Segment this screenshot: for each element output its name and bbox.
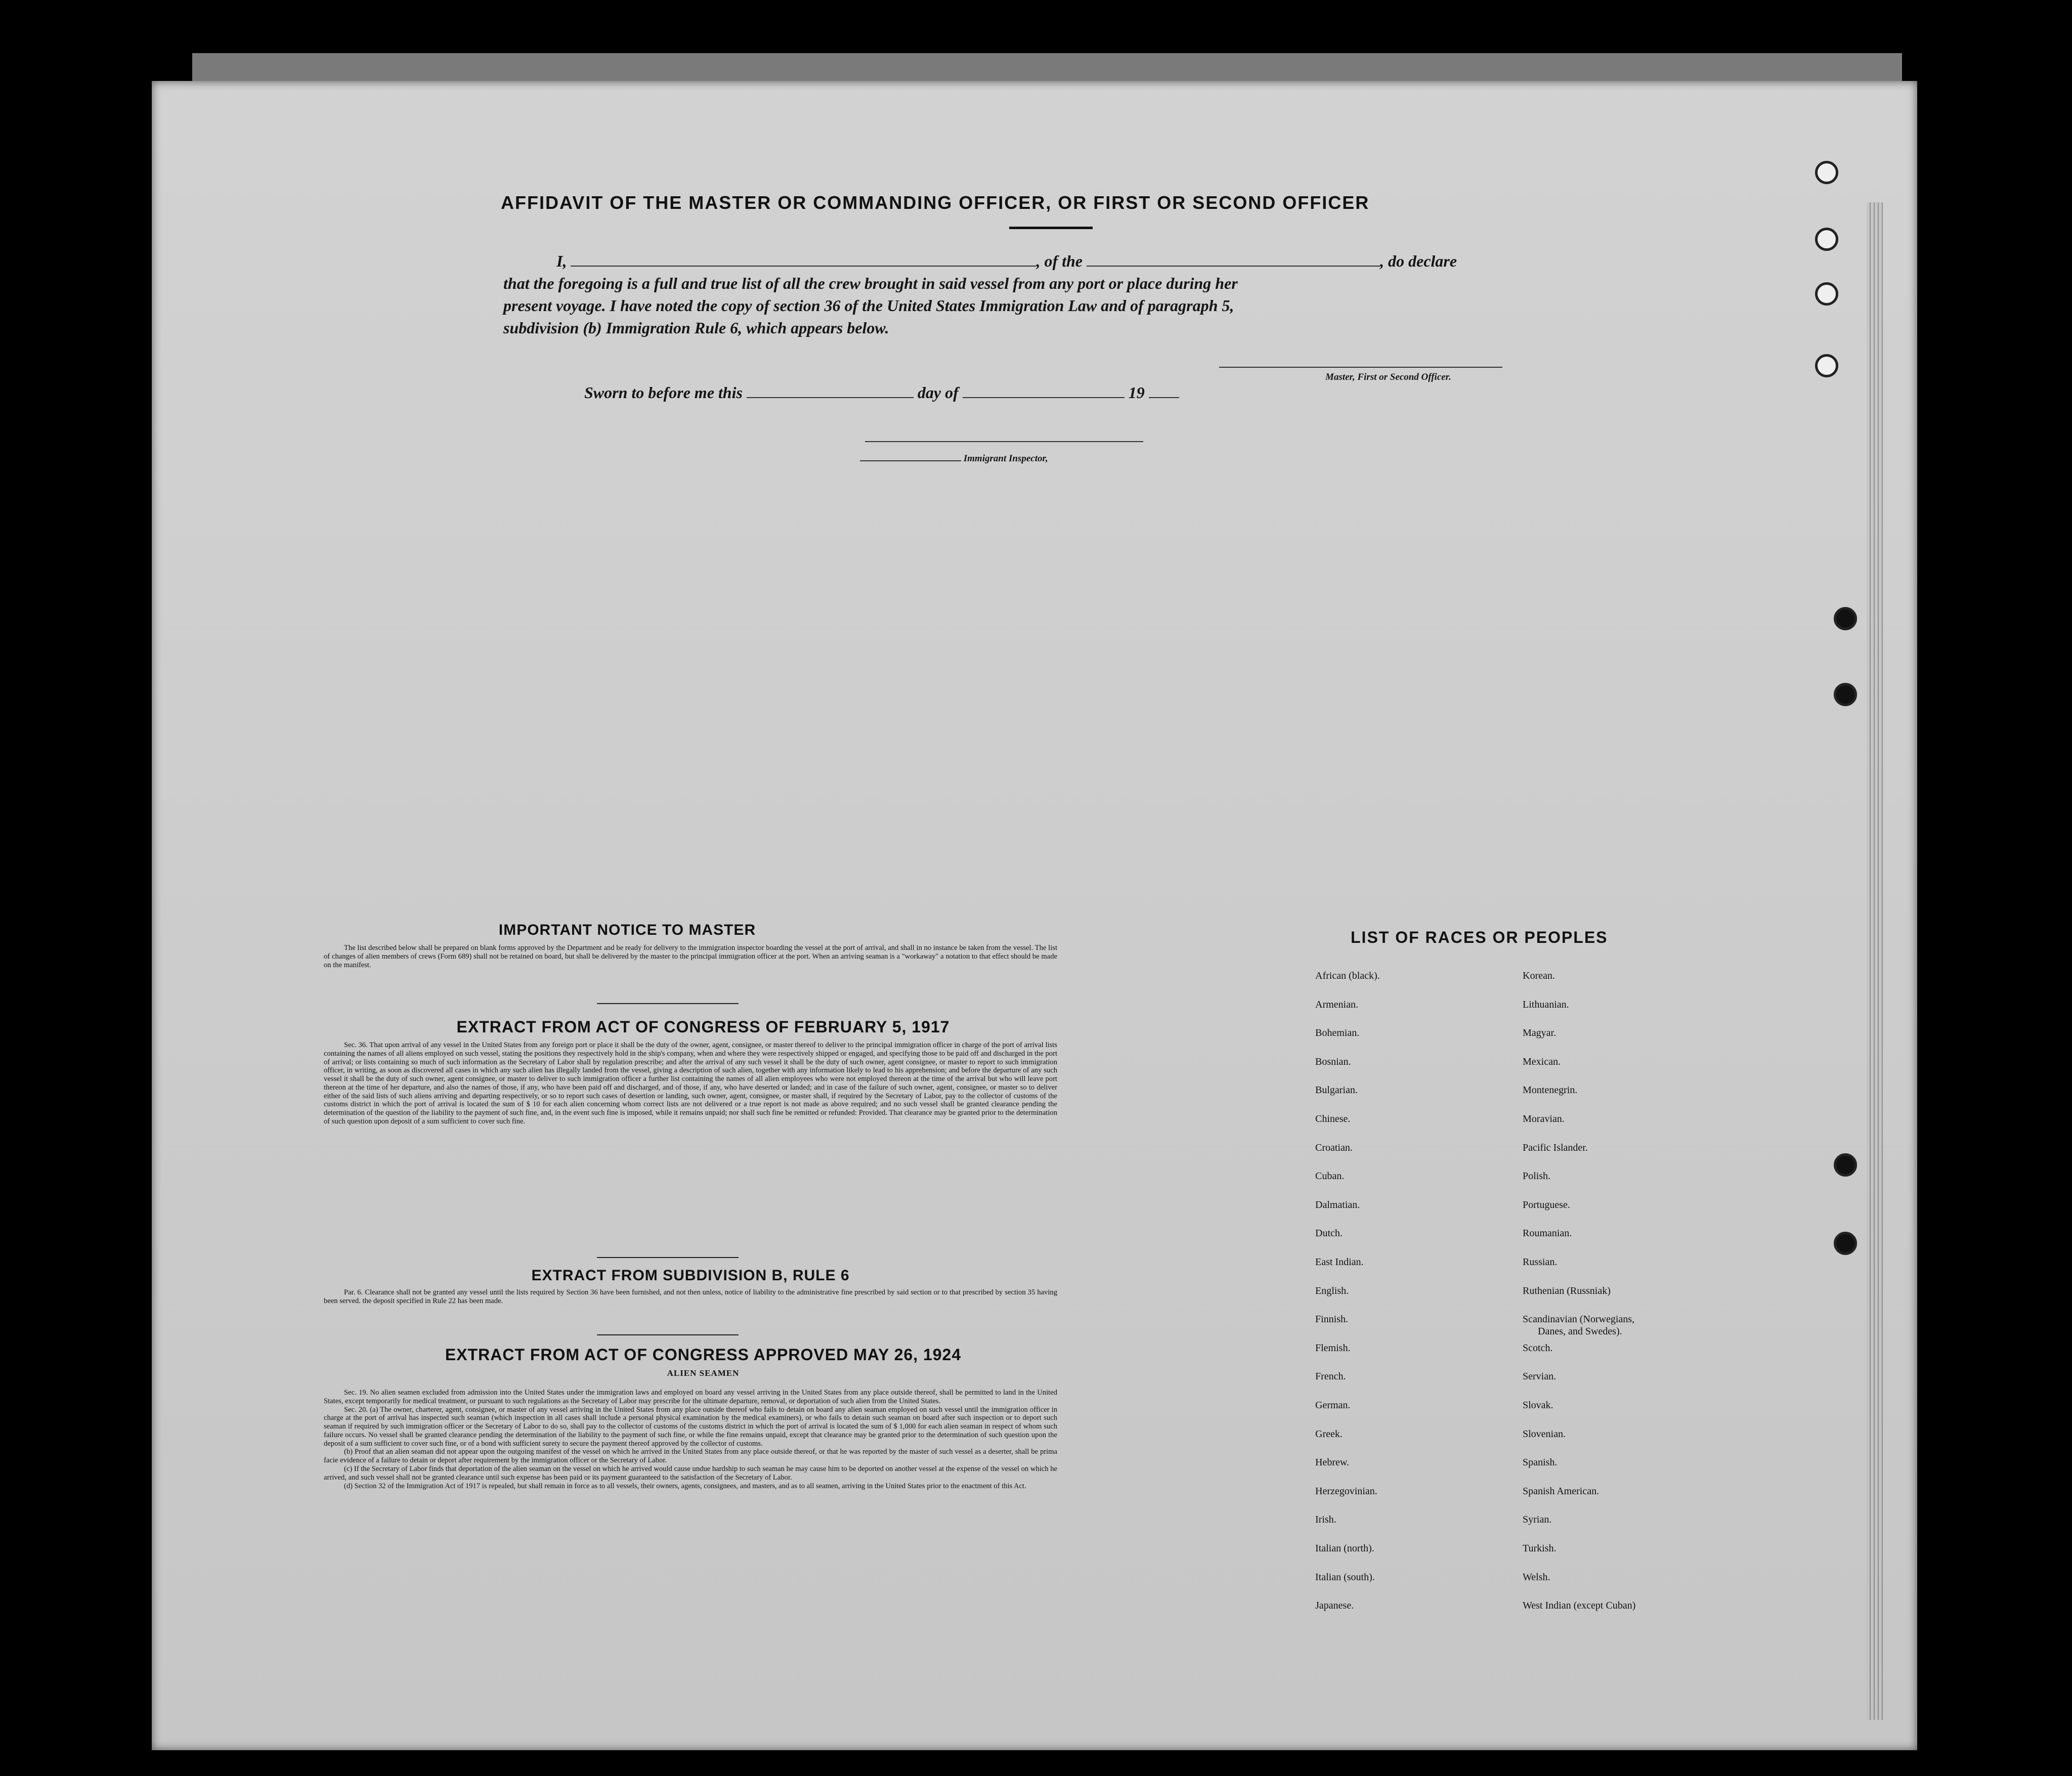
declaration-line-4: subdivision (b) Immigration Rule 6, which appears below. <box>503 319 889 337</box>
race-item: Italian (south). <box>1315 1571 1375 1583</box>
race-item: Ruthenian (Russniak) <box>1523 1285 1611 1296</box>
title-rule <box>1009 227 1093 229</box>
race-item: African (black). <box>1315 970 1380 981</box>
race-item: Pacific Islander. <box>1523 1142 1588 1153</box>
race-item: Syrian. <box>1523 1514 1552 1526</box>
extract-1924-text <box>324 1389 1057 1490</box>
race-item: Russian. <box>1523 1257 1558 1268</box>
declarant-prefix: I, <box>556 252 567 270</box>
sworn-day-label: day of <box>917 383 959 402</box>
declare-suffix: , do declare <box>1380 252 1457 270</box>
race-item: Danes, and Swedes). <box>1538 1326 1622 1337</box>
punch-hole <box>1834 683 1857 706</box>
race-item: Bohemian. <box>1315 1027 1360 1039</box>
declaration-line-2: that the foregoing is a full and true list of all the crew brought in said vessel from any port or place during her <box>503 274 1238 292</box>
rule6-text: Par. 6. Clearance shall not be granted any vessel until the lists required by Section 36 have been furnished, and not then unless, notice of liability to the administrative fine prescribed by said section or to that prescribed by section 35 having been served. the deposit specified in Rule 22 has been made. <box>324 1288 1057 1305</box>
punch-hole <box>1834 1153 1857 1177</box>
sworn-line <box>584 383 1179 402</box>
sec-20a-paragraph: Sec. 20. (a) The owner, charterer, agent, consignee, or master of any vessel arriving in the United States from any place outside thereof who fails to detain on board any alien seaman employed on such vessel until the immigration officer in charge at the port of arrival has inspected such seaman (which inspection in all cases shall include a personal physical examination by the medical examiners), or who fails to detain such seaman on board after such inspection or to deport such seaman if required by such immigration officer or the Secretary of Labor to do so, shall pay to the collector of customs of the customs district in which the port of arrival is located the sum of $ 1,000 for each alien seaman in respect of whom such failure occurs. No vessel shall be granted clearance pending the determination of the liability to the payment of such fine, or while the fine remains unpaid, except that clearance may be granted prior to the determination of such question upon the deposit of a sum sufficient to cover such fine, or of a bond with sufficient surety to secure the payment thereof approved by the collector of customs. <box>324 1405 1057 1448</box>
section-separator <box>597 1257 739 1258</box>
sec-19-paragraph: Sec. 19. No alien seamen excluded from admission into the United States under the immigration laws and employed on board any vessel arriving in the United States from any place outside thereof, shall be permitted to land in the United States, except temporarily for medical treatment, or pursuant to such regulations as the Secretary of Labor may prescribe for the ultimate departure, removal, or deportation of such alien from the United States. <box>324 1389 1057 1405</box>
race-item: Finnish. <box>1315 1314 1349 1325</box>
race-item: Polish. <box>1523 1171 1551 1182</box>
notice-title: IMPORTANT NOTICE TO MASTER <box>498 922 756 938</box>
race-item: Magyar. <box>1523 1027 1557 1039</box>
sworn-day-field[interactable] <box>747 384 914 398</box>
affidavit-title: AFFIDAVIT OF THE MASTER OR COMMANDING OFFICER, OR FIRST OR SECOND OFFICER <box>501 192 1370 213</box>
race-item: Welsh. <box>1523 1571 1550 1583</box>
race-item: Korean. <box>1523 970 1555 981</box>
race-item: Dutch. <box>1315 1228 1343 1239</box>
sec-20d-paragraph: (d) Section 32 of the Immigration Act of 1917 is repealed, but shall remain in force as to all vessels, their owners, agents, consignees, and masters, and as to all seamen, arriving in the United States prior to the enactment of this Act. <box>344 1482 1026 1490</box>
sworn-year-field[interactable] <box>1149 384 1179 398</box>
binding-edge <box>1867 202 1883 1720</box>
race-item: Herzegovinian. <box>1315 1485 1377 1497</box>
vessel-prefix: , of the <box>1036 252 1083 270</box>
punch-hole <box>1834 607 1857 630</box>
extract-1917-title: EXTRACT FROM ACT OF CONGRESS OF FEBRUARY 5, 1917 <box>456 1018 950 1036</box>
alien-seamen-subtitle: ALIEN SEAMEN <box>667 1368 740 1378</box>
race-item: Portuguese. <box>1523 1199 1570 1210</box>
race-item: Greek. <box>1315 1428 1343 1440</box>
punch-hole <box>1815 228 1838 251</box>
race-item: West Indian (except Cuban) <box>1523 1600 1636 1612</box>
sworn-month-field[interactable] <box>963 384 1125 398</box>
section-separator <box>597 1003 739 1004</box>
race-item: Croatian. <box>1315 1142 1353 1153</box>
punch-hole <box>1815 282 1838 306</box>
race-item: Scandinavian (Norwegians, <box>1523 1314 1635 1325</box>
section-separator <box>597 1334 739 1335</box>
declaration-line-3: present voyage. I have noted the copy of section 36 of the United States Immigration Law and of paragraph 5, <box>503 296 1234 315</box>
sec-20b-paragraph: (b) Proof that an alien seaman did not appear upon the outgoing manifest of the vessel on which he arrived in the United States from any place outside thereof, or that he was reported by the master of such vessel as a deserter, shall be prima facie evidence of a failure to detain or deport after requirement by the immigration officer or the Secretary of Labor. <box>324 1448 1057 1465</box>
race-item: Chinese. <box>1315 1113 1351 1124</box>
race-item: Flemish. <box>1315 1342 1351 1354</box>
race-item: Mexican. <box>1523 1056 1561 1067</box>
race-item: German. <box>1315 1400 1351 1411</box>
punch-hole <box>1815 354 1838 377</box>
master-signature-line[interactable] <box>1219 367 1502 368</box>
race-item: Cuban. <box>1315 1171 1345 1182</box>
extract-1917-text: Sec. 36. That upon arrival of any vessel in the United States from any foreign port or place it shall be the duty of the owner, agent, consignee, or master thereof to deliver to the principal immigration officer in charge of the port of arrival lists containing the names of all aliens employed on such vessel, stating the positions they respectively hold in the ship's company, when and where they were respectively shipped or engaged, and specifying those to be paid off and discharged in the port of arrival; or lists containing so much of such information as the Secretary of Labor shall by regulation prescribe; and after the arrival of any such vessel it shall be the duty of such owner, agent consignee, or master to report to such immigration officer, in writing, as soon as discovered all cases in which any such alien has illegally landed from the vessel, giving a description of such alien, together with any information likely to lead to his apprehension; and before the departure of any such vessel it shall be the duty of such owner, agent consignee, or master to deliver to such immigration officer a further list containing the names of all alien employees who were not employed thereon at the time of the arrival but who will leave port thereon at the time of her departure, and also the names of those, if any, who have been paid off and discharged, and of those, if any, who have deserted or landed; and in case of the failure of such owner, agent, consignee, or master so to deliver either of the said lists of such aliens arriving and departing respectively, or so to report such cases of desertion or landing, such owner, agent, consignee, or master shall, if required by the Secretary of Labor, pay to the collector of customs of the customs district in which the port of arrival is located the sum of $ 10 for each alien concerning whom correct lists are not delivered or a true report is not made as above required; and no such vessel shall be granted clearance pending the determination of the question of the liability to the payment of such fine, and, in the event such fine is imposed, while it remains unpaid; nor shall such fine be remitted or refunded: Provided. That clearance may be granted prior to the determination of such question upon deposit of a sum sufficient to cover such fine. <box>324 1041 1057 1126</box>
race-item: Scotch. <box>1523 1342 1553 1354</box>
rule6-title: EXTRACT FROM SUBDIVISION B, RULE 6 <box>531 1267 850 1284</box>
race-item: Dalmatian. <box>1315 1199 1360 1210</box>
race-item: East Indian. <box>1315 1257 1364 1268</box>
punch-hole <box>1815 161 1838 184</box>
declarant-name-field[interactable] <box>571 252 1036 267</box>
declaration-line-1 <box>556 252 1457 271</box>
race-item: Slovak. <box>1523 1400 1553 1411</box>
race-item: Spanish American. <box>1523 1485 1600 1497</box>
punch-hole <box>1834 1232 1857 1255</box>
inspector-blank <box>860 455 961 461</box>
notice-text: The list described below shall be prepared on blank forms approved by the Department and be ready for delivery to the immigration inspector boarding the vessel at the port of arrival, and shall in no instance be taken from the vessel. The list of changes of alien members of crews (Form 689) shall not be retained on board, but shall be delivered by the master to the principal immigration officer at the port. When an arriving seaman is a "workaway" a notation to that effect should be made on the manifest. <box>324 944 1057 969</box>
race-item: Slovenian. <box>1523 1428 1566 1440</box>
race-item: Spanish. <box>1523 1457 1558 1468</box>
race-item: Bosnian. <box>1315 1056 1351 1067</box>
race-item: Roumanian. <box>1523 1228 1572 1239</box>
race-item: Lithuanian. <box>1523 999 1569 1010</box>
sworn-year-prefix: 19 <box>1128 383 1145 402</box>
extract-1924-title: EXTRACT FROM ACT OF CONGRESS APPROVED MAY 26, 1924 <box>445 1346 962 1364</box>
race-item: Montenegrin. <box>1523 1085 1578 1096</box>
inspector-signature-line[interactable] <box>865 441 1143 442</box>
race-item: Italian (north). <box>1315 1543 1374 1554</box>
race-item: Bulgarian. <box>1315 1085 1358 1096</box>
form-sheet <box>152 81 1917 1750</box>
master-caption: Master, First or Second Officer. <box>1325 372 1451 382</box>
race-item: Moravian. <box>1523 1113 1565 1124</box>
race-item: Hebrew. <box>1315 1457 1350 1468</box>
races-title: LIST OF RACES OR PEOPLES <box>1351 928 1608 946</box>
race-item: Servian. <box>1523 1371 1557 1382</box>
race-item: Irish. <box>1315 1514 1336 1526</box>
vessel-name-field[interactable] <box>1087 252 1380 267</box>
sec-20c-paragraph: (c) If the Secretary of Labor finds that deportation of the alien seaman on the vessel on which he arrived would cause undue hardship to such seaman he may cause him to be deported on another vessel at the expense of the vessel on which he arrived, and such vessel shall not be granted clearance until such expense has been paid or its payment guaranteed to the satisfaction of the Secretary of Labor. <box>324 1465 1057 1482</box>
inspector-caption <box>860 453 1048 464</box>
race-item: French. <box>1315 1371 1346 1382</box>
race-item: English. <box>1315 1285 1349 1296</box>
race-item: Turkish. <box>1523 1543 1557 1554</box>
inspector-caption-text: Immigrant Inspector, <box>963 453 1048 464</box>
sworn-prefix: Sworn to before me this <box>584 383 743 402</box>
race-item: Japanese. <box>1315 1600 1354 1612</box>
race-item: Armenian. <box>1315 999 1358 1010</box>
